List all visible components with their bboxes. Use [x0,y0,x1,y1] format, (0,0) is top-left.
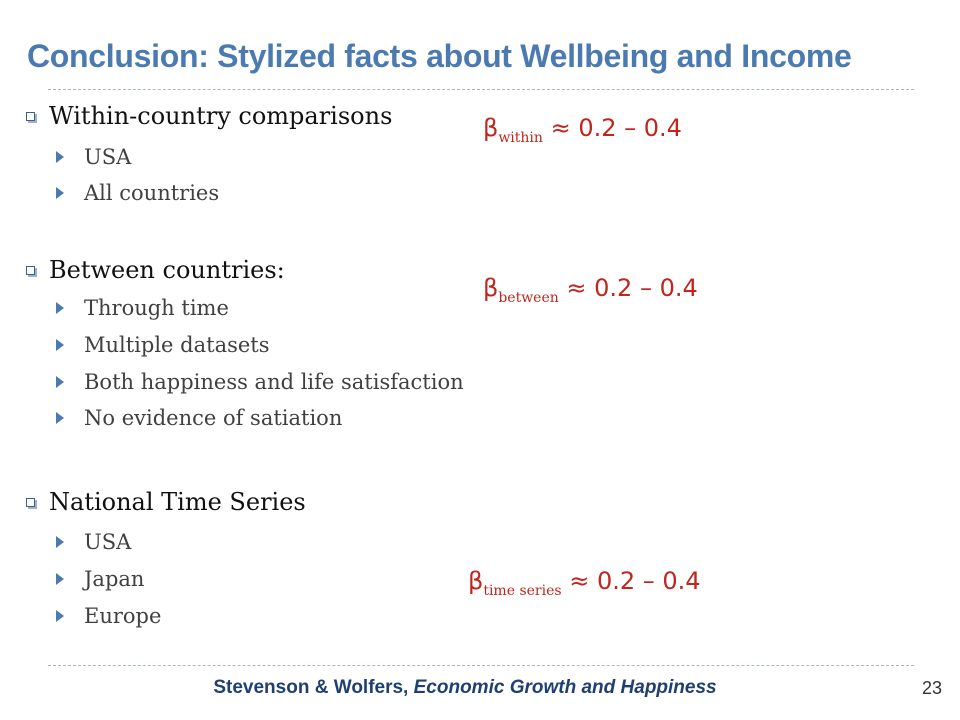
arrow-bullet-icon [56,376,64,388]
square-bullet-icon [26,498,35,507]
beta-within-estimate: $\beta_{within} \approx 0.2 - 0.4$ [483,114,682,146]
arrow-bullet-icon [56,536,64,548]
list-item: Japan [56,567,144,591]
footer-rule [48,665,914,666]
arrow-bullet-icon [56,339,64,351]
slide-title: Conclusion: Stylized facts about Wellbeing and Income [27,38,852,74]
square-bullet-icon [26,266,35,275]
arrow-bullet-icon [56,302,64,314]
footer-citation: Stevenson & Wolfers, Economic Growth and Happiness [213,677,717,698]
list-item: USA [56,145,131,169]
list-item: Through time [56,296,229,320]
section-heading-between: Between countries: [26,256,285,284]
list-item: USA [56,530,131,554]
list-item: Multiple datasets [56,333,270,357]
section-heading-within: Within-country comparisons [26,102,392,130]
list-item: All countries [56,181,219,205]
arrow-bullet-icon [56,610,64,622]
arrow-bullet-icon [56,151,64,163]
arrow-bullet-icon [56,187,64,199]
beta-between-estimate: $\beta_{between} \approx 0.2 - 0.4$ [483,274,698,306]
title-rule [48,89,914,90]
section-heading-timeseries: National Time Series [26,488,306,516]
list-item: No evidence of satiation [56,406,342,430]
arrow-bullet-icon [56,573,64,585]
square-bullet-icon [26,112,35,121]
page-number: 23 [922,678,943,698]
list-item: Europe [56,604,161,628]
arrow-bullet-icon [56,412,64,424]
beta-timeseries-estimate: $\beta_{time series} \approx 0.2 - 0.4$ [468,567,701,599]
list-item: Both happiness and life satisfaction [56,370,464,394]
